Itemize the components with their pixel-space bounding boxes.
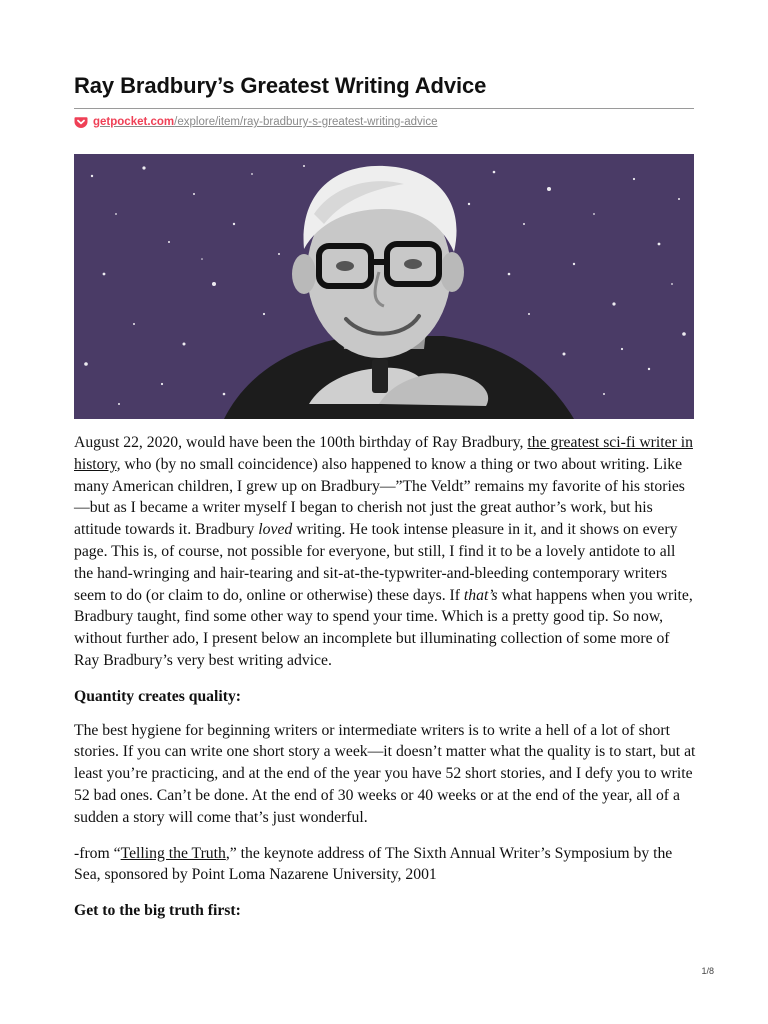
attribution-suffix: ,” the keynote address of The Sixth Annual Writer’s Symposium by the Sea, sponsored by Point Loma Nazarene University, 2001 bbox=[74, 844, 673, 884]
source-domain: getpocket.com bbox=[93, 116, 175, 128]
title-divider bbox=[74, 108, 694, 109]
telling-the-truth-link[interactable]: Telling the Truth bbox=[120, 844, 226, 862]
section-heading-big-truth: Get to the big truth first: bbox=[74, 902, 241, 920]
intro-emphasis-loved: loved bbox=[258, 521, 293, 539]
source-path: /explore/item/ray-bradbury-s-greatest-writing-advice bbox=[174, 116, 438, 128]
intro-paragraph bbox=[74, 432, 698, 672]
attribution-paragraph bbox=[74, 843, 698, 887]
quote-paragraph: The best hygiene for beginning writers or intermediate writers is to write a hell of a lot of short stories. If you can write one short story a week—it doesn’t matter what the quality is to start, but at least you’re practicing, and at the end of the year you have 52 short stories, and I defy you to write 52 bad ones. Can’t be done. At the end of 30 weeks or 40 weeks or at the end of the year, all of a sudden a story will come that’s just wonderful. bbox=[74, 721, 696, 826]
intro-text-2: , who (by no small coincidence) also happened to know a thing or two about writing. Like many American children, I grew up on Bradbury—”The Veldt” remains my favorite of his stories—but as I became a writer myself I began to cherish not just the great author’s work, but his attitude towards it. Bradbury bbox=[74, 455, 685, 539]
intro-text-3: writing. He took intense pleasure in it, and it shows on every page. This is, of course, not possible for everyone, but still, I find it to be a lovely antidote to all the hand-wringing and hair-tearing and sit-at-the-typwriter-and-bleeding contemporary writers seem to do (or claim to do, online or otherwise) these days. If bbox=[74, 521, 678, 604]
article-title: Ray Bradbury’s Greatest Writing Advice bbox=[74, 73, 487, 98]
article-body bbox=[74, 432, 698, 934]
source-line bbox=[74, 114, 438, 130]
source-link[interactable] bbox=[93, 116, 438, 128]
pocket-icon bbox=[74, 115, 88, 129]
intro-text-1: August 22, 2020, would have been the 100th birthday of Ray Bradbury, bbox=[74, 434, 528, 451]
page-number: 1/8 bbox=[701, 966, 714, 976]
intro-emphasis-thats: that’s bbox=[463, 586, 498, 604]
attribution-prefix: -from “ bbox=[74, 844, 121, 862]
hero-image bbox=[74, 154, 694, 419]
greatest-scifi-link[interactable]: the greatest sci-fi writer in history bbox=[74, 434, 693, 473]
section-heading-quantity: Quantity creates quality: bbox=[74, 687, 242, 705]
intro-text-4: what happens when you write, Bradbury taught, find some other way to spend your time. Which is a pretty good tip. So now, without further ado, I present below an incomplete but illuminating collection of some more of Ray Bradbury’s very best writing advice. bbox=[74, 586, 693, 669]
